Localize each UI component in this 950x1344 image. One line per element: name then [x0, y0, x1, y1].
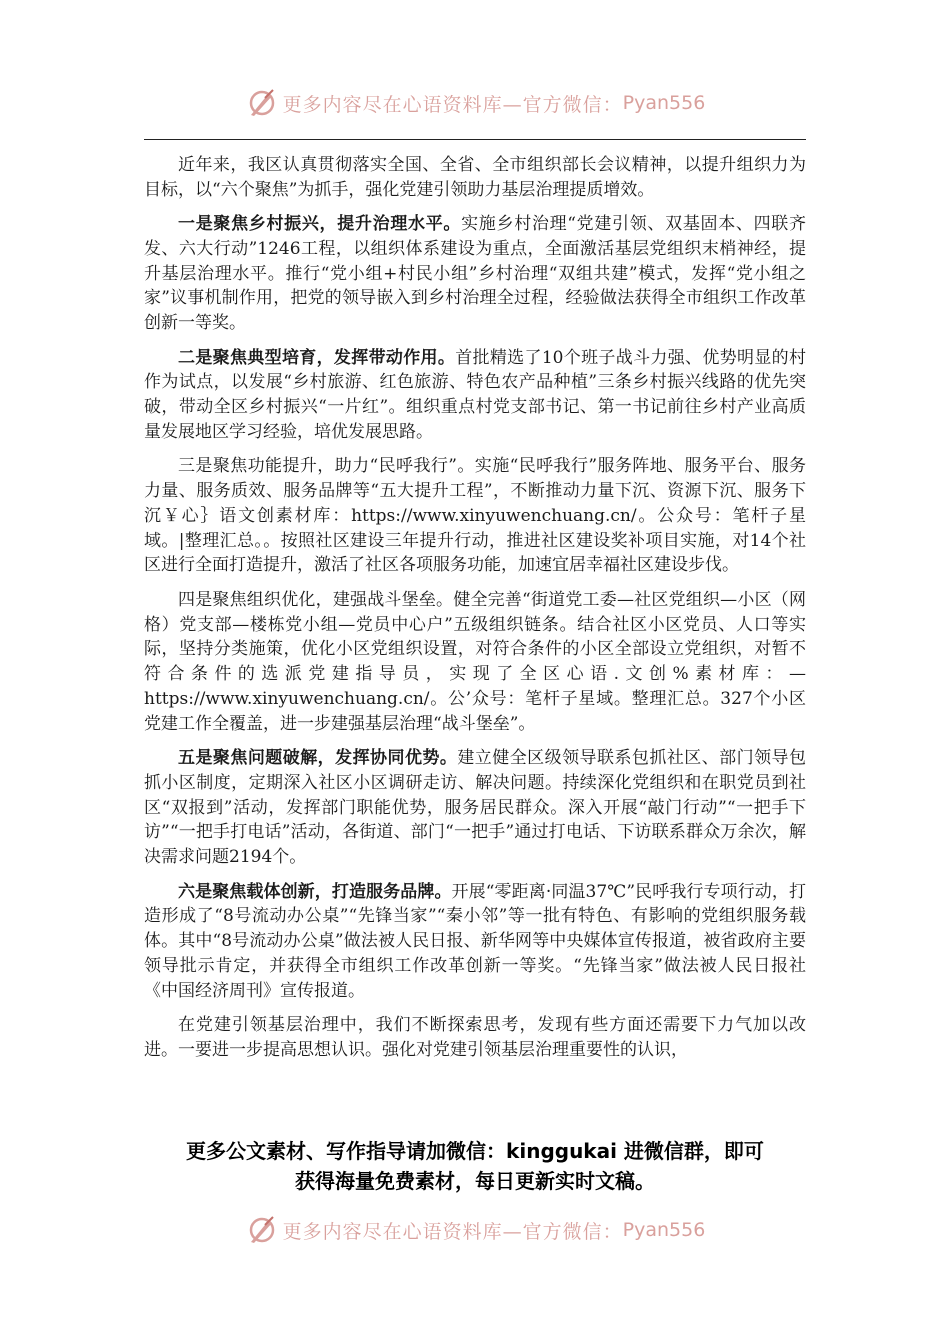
paragraph-text: 开展“零距离·同温37℃”民呼我行专项行动，打造形成了“8号流动办公桌”“先锋当家”“秦小邻”等一批有特色、有影响的党组织服务载体。其中“8号流动办公桌”做法被人民日报、新华网等中央媒体宣传报道，被省政府主要领导批示肯定，并获得全市组织工作改革创新一等奖。“先锋当家”做法被人民日报社《中国经济周刊》宣传报道。 — [144, 881, 807, 1001]
header-wechat-handle: Pyan556 — [622, 92, 706, 114]
paragraph-text: 三是聚焦功能提升，助力“民呼我行”。实施“民呼我行”服务阵地、服务平台、服务力量、服务质效、服务品牌等“五大提升工程”，不断推动力量下沉、资源下沉、服务下沉￥心｝语文创素材库：https://www.xinyuwenchuang.cn/。公众号：笔杆子星域。|整理汇总。。按照社区建设三年提升行动，推进社区建设奖补项目实施，对14个社区进行全面打造提升，激活了社区各项服务功能，加速宜居幸福社区建设步伐。 — [144, 456, 806, 576]
paragraph-text: 近年来，我区认真贯彻落实全国、全省、全市组织部长会议精神，以提升组织力为目标，以“六个聚焦”为抓手，强化党建引领助力基层治理提质增效。 — [144, 155, 806, 200]
paragraph-text: 建立健全区级领导联系包抓社区、部门领导包抓小区制度，定期深入社区小区调研走访、解决问题。持续深化党组织和在职党员到社区“双报到”活动，发挥部门职能优势，服务居民群众。深入开展“敲门行动”“一把手下访”“一把手打电话”活动，各街道、部门“一把手”通过打电话、下访联系群众万余次，解决需求问题2194个。 — [144, 748, 807, 868]
paragraph-closing — [144, 1013, 806, 1063]
paragraph-text: 首批精选了10个班子战斗力强、优势明显的村作为试点，以发展“乡村旅游、红色旅游、特色农产品种植”三条乡村振兴线路的优先突破，带动全区乡村振兴“一片红”。组织重点村党支部书记、第一书记前往乡村产业高质量发展地区学习经验，培优发展思路。 — [144, 347, 807, 442]
promo-line-2: 获得海量免费素材，每日更新实时文稿。 — [295, 1169, 655, 1193]
paragraph-point-4 — [144, 588, 806, 737]
header-watermark — [0, 83, 950, 123]
paragraph-intro — [144, 153, 806, 203]
paragraph-text: 四是聚焦组织优化，建强战斗堡垒。健全完善“街道党工委—社区党组织—小区（网格）党支部—楼栋党小组—党员中心户”五级组织链条。结合社区小区党员、人口等实际，坚持分类施策，优化小区党组织设置，对符合条件的小区全部设立党组织，对暂不符合条件的选派党建指导员，实现了全区心语.文创%素材库：—https://www.xinyuwenchuang.cn/。公’众号：笔杆子星域。整理汇总。327个小区党建工作全覆盖，进一步建强基层治理“战斗堡垒”。 — [144, 589, 806, 734]
footer-watermark — [0, 1210, 950, 1250]
paragraph-point-5 — [144, 746, 806, 870]
header-divider — [144, 139, 806, 140]
paragraph-point-2 — [144, 346, 806, 445]
paragraph-lead: 一是聚焦乡村振兴，提升治理水平。 — [178, 214, 462, 235]
paragraph-text: 实施乡村治理“党建引领、双基固本、四联齐发、六大行动”1246工程，以组织体系建设为重点，全面激活基层党组织末梢神经，提升基层治理水平。推行“党小组+村民小组”乡村治理“双组共建”模式，发挥“党小组之家”议事机制作用，把党的领导嵌入到乡村治理全过程，经验做法获得全市组织工作改革创新一等奖。 — [144, 214, 806, 334]
footer-brand-text: 更多内容尽在心语资料库—官方微信： — [282, 1220, 623, 1243]
quill-logo-icon — [245, 1213, 279, 1247]
paragraph-text: 在党建引领基层治理中，我们不断探索思考，发现有些方面还需要下力气加以改进。一要进一步提高思想认识。强化对党建引领基层治理重要性的认识， — [144, 1015, 806, 1060]
paragraph-point-3 — [144, 454, 806, 578]
footer-wechat-handle: Pyan556 — [622, 1219, 706, 1241]
paragraph-point-6 — [144, 880, 806, 1004]
paragraph-lead: 五是聚焦问题破解，发挥协同优势。 — [178, 748, 458, 769]
paragraph-lead: 二是聚焦典型培育，发挥带动作用。 — [178, 347, 456, 368]
document-body — [144, 153, 806, 1072]
paragraph-lead: 六是聚焦载体创新，打造服务品牌。 — [178, 881, 452, 902]
promo-line-1: 更多公文素材、写作指导请加微信：kinggukai 进微信群，即可 — [186, 1139, 764, 1163]
promo-block — [0, 1136, 950, 1196]
quill-logo-icon — [245, 86, 279, 120]
header-brand-text: 更多内容尽在心语资料库—官方微信： — [282, 93, 623, 116]
paragraph-point-1 — [144, 212, 806, 336]
